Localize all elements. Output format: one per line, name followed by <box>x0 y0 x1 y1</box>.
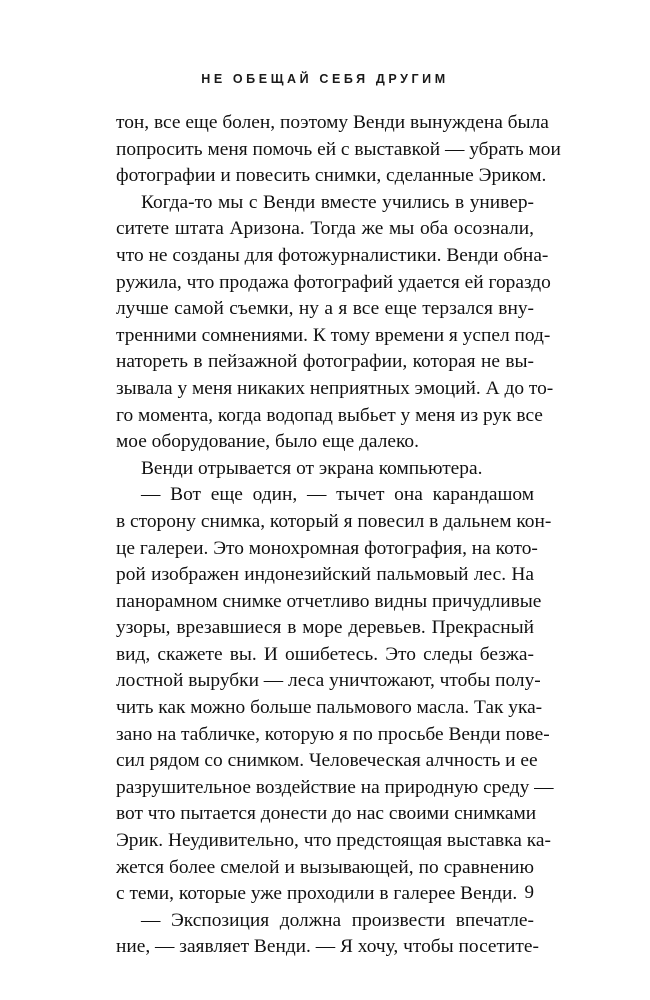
text-line: зывала у меня никаких неприятных эмоций. А до то- <box>116 377 554 399</box>
text-line: ружила, что продажа фотографий удается ей гораздо <box>116 271 551 293</box>
text-line: рой изображен индонезийский пальмовый лес. На <box>116 564 534 586</box>
text-line: лучше самой съемки, ну а я все еще терзался вну- <box>116 298 534 320</box>
text-line: разрушительное воздействие на природную среду — <box>116 776 554 798</box>
text-line: ситете штата Аризона. Тогда же мы оба осознали, <box>116 218 534 240</box>
text-line: панорамном снимке отчетливо видны причудливые <box>116 590 542 612</box>
running-head: НЕ ОБЕЩАЙ СЕБЯ ДРУГИМ <box>201 72 449 86</box>
text-line: ние, — заявляет Венди. — Я хочу, чтобы посетите- <box>116 936 539 958</box>
text-line: го момента, когда водопад выбьет у меня из рук все <box>116 404 543 426</box>
text-line: вот что пытается донести до нас своими снимками <box>116 803 537 825</box>
text-line: мое оборудование, было еще далеко. <box>116 431 419 453</box>
text-line: Венди отрывается от экрана компьютера. <box>141 457 483 479</box>
text-line: — Вот еще один, — тычет она карандашом <box>141 484 534 506</box>
text-line: — Экспозиция должна произвести впечатле- <box>141 909 534 931</box>
body-text <box>116 110 561 961</box>
text-line: чить как можно больше пальмового масла. Так ука- <box>116 697 543 719</box>
text-line: что не созданы для фотожурналистики. Венди обна- <box>116 244 549 266</box>
text-line: жется более смелой и вызывающей, по сравнению <box>116 856 534 878</box>
text-line: в сторону снимка, который я повесил в дальнем кон- <box>116 510 552 532</box>
text-line: с теми, которые уже проходили в галерее Венди. <box>116 883 518 905</box>
page-number: 9 <box>524 882 534 903</box>
text-line: тренними сомнениями. К тому времени я успел под- <box>116 324 551 346</box>
text-line: зано на табличке, которую я по просьбе Венди пове- <box>116 723 550 745</box>
text-line: Когда-то мы с Венди вместе учились в универ- <box>141 191 534 213</box>
text-line: натореть в пейзажной фотографии, которая не вы- <box>116 351 534 373</box>
text-line: сил рядом со снимком. Человеческая алчность и ее <box>116 750 538 772</box>
text-line: вид, скажете вы. И ошибетесь. Это следы безжа- <box>116 643 534 665</box>
text-line: тон, все еще болен, поэтому Венди вынуждена была <box>116 112 549 133</box>
text-line: фотографии и повесить снимки, сделанные Эриком. <box>116 165 547 187</box>
text-line: Эрик. Неудивительно, что предстоящая выставка ка- <box>116 830 551 852</box>
text-line: це галереи. Это монохромная фотография, на кото- <box>116 537 538 559</box>
text-line: лостной вырубки — леса уничтожают, чтобы полу- <box>116 670 541 692</box>
text-line: узоры, врезавшиеся в море деревьев. Прекрасный <box>116 617 534 639</box>
text-line: попросить меня помочь ей с выставкой — убрать мои <box>116 138 561 160</box>
